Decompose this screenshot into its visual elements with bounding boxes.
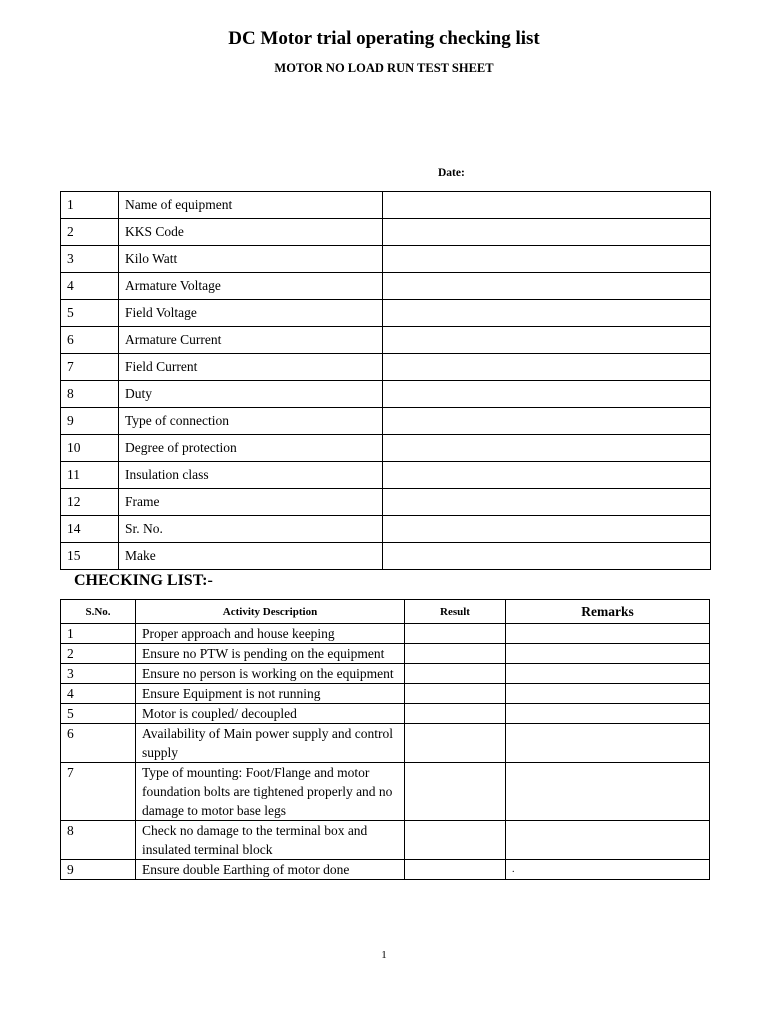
equipment-row-name: Make [119, 543, 383, 570]
equipment-row-value[interactable] [383, 273, 711, 300]
page-number: 1 [381, 949, 387, 961]
equipment-row-number: 3 [61, 246, 119, 273]
equipment-row-number: 5 [61, 300, 119, 327]
checklist-row [61, 684, 710, 704]
checklist-row [61, 724, 710, 763]
checklist-row [61, 664, 710, 684]
equipment-row-name: Armature Current [119, 327, 383, 354]
equipment-row-name: Type of connection [119, 408, 383, 435]
checklist-row [61, 860, 710, 880]
checklist-row-sno: 6 [61, 724, 136, 763]
equipment-row-value[interactable] [383, 354, 711, 381]
equipment-row-value[interactable] [383, 543, 711, 570]
page-subtitle: MOTOR NO LOAD RUN TEST SHEET [274, 61, 494, 75]
checklist-header-row [61, 600, 710, 624]
equipment-row-number: 15 [61, 543, 119, 570]
checklist-row-result[interactable] [405, 821, 506, 860]
equipment-row-value[interactable] [383, 327, 711, 354]
checklist-row-remarks[interactable] [506, 664, 710, 684]
checklist-row-sno: 9 [61, 860, 136, 880]
checklist-row-result[interactable] [405, 724, 506, 763]
header-activity: Activity Description [136, 600, 405, 624]
equipment-row [61, 435, 711, 462]
equipment-row-name: Frame [119, 489, 383, 516]
equipment-row [61, 489, 711, 516]
equipment-table [60, 191, 711, 570]
equipment-row [61, 381, 711, 408]
equipment-row-number: 12 [61, 489, 119, 516]
equipment-row-name: Name of equipment [119, 192, 383, 219]
equipment-row-value[interactable] [383, 219, 711, 246]
checklist-row-sno: 8 [61, 821, 136, 860]
checklist-row-result[interactable] [405, 704, 506, 724]
checklist-row [61, 704, 710, 724]
checklist-row [61, 644, 710, 664]
equipment-row-name: Armature Voltage [119, 273, 383, 300]
equipment-row-number: 10 [61, 435, 119, 462]
equipment-row-number: 8 [61, 381, 119, 408]
equipment-row-name: Field Current [119, 354, 383, 381]
checklist-row-remarks[interactable]: . [506, 860, 710, 880]
header-sno: S.No. [61, 600, 136, 624]
checklist-row [61, 821, 710, 860]
equipment-row [61, 300, 711, 327]
checklist-row [61, 763, 710, 821]
checklist-table [60, 599, 710, 880]
checklist-row-remarks[interactable] [506, 763, 710, 821]
equipment-row [61, 246, 711, 273]
equipment-row-number: 14 [61, 516, 119, 543]
equipment-row-number: 4 [61, 273, 119, 300]
checklist-row-result[interactable] [405, 684, 506, 704]
checklist-row-sno: 5 [61, 704, 136, 724]
equipment-row [61, 219, 711, 246]
equipment-row-name: Insulation class [119, 462, 383, 489]
checklist-row-remarks[interactable] [506, 684, 710, 704]
checklist-row-result[interactable] [405, 664, 506, 684]
checklist-row-result[interactable] [405, 624, 506, 644]
checklist-row-activity: Proper approach and house keeping [136, 624, 405, 644]
checklist-row-activity: Ensure no person is working on the equipment [136, 664, 405, 684]
checklist-row-remarks[interactable] [506, 624, 710, 644]
equipment-row [61, 516, 711, 543]
equipment-row-value[interactable] [383, 408, 711, 435]
equipment-row-number: 11 [61, 462, 119, 489]
equipment-row-name: Field Voltage [119, 300, 383, 327]
equipment-row-number: 7 [61, 354, 119, 381]
equipment-row-number: 2 [61, 219, 119, 246]
checklist-row-remarks[interactable] [506, 644, 710, 664]
checklist-row-activity: Availability of Main power supply and control supply [136, 724, 405, 763]
checklist-row-sno: 7 [61, 763, 136, 821]
checklist-row-activity: Check no damage to the terminal box and insulated terminal block [136, 821, 405, 860]
header-remarks: Remarks [506, 600, 710, 624]
equipment-row [61, 408, 711, 435]
equipment-row [61, 543, 711, 570]
checklist-row-activity: Ensure double Earthing of motor done [136, 860, 405, 880]
equipment-row-value[interactable] [383, 462, 711, 489]
equipment-row [61, 354, 711, 381]
equipment-row-number: 1 [61, 192, 119, 219]
checklist-row-remarks[interactable] [506, 724, 710, 763]
equipment-row-name: Duty [119, 381, 383, 408]
equipment-row-value[interactable] [383, 489, 711, 516]
equipment-row-name: KKS Code [119, 219, 383, 246]
checklist-row-sno: 1 [61, 624, 136, 644]
equipment-row-name: Kilo Watt [119, 246, 383, 273]
checklist-row-result[interactable] [405, 763, 506, 821]
equipment-row-number: 9 [61, 408, 119, 435]
checklist-row-result[interactable] [405, 860, 506, 880]
equipment-row-value[interactable] [383, 300, 711, 327]
checklist-row-sno: 2 [61, 644, 136, 664]
equipment-row-value[interactable] [383, 435, 711, 462]
equipment-row [61, 192, 711, 219]
checklist-row-result[interactable] [405, 644, 506, 664]
equipment-row [61, 462, 711, 489]
equipment-row-name: Sr. No. [119, 516, 383, 543]
equipment-row-value[interactable] [383, 516, 711, 543]
checking-list-heading: CHECKING LIST:- [74, 572, 213, 589]
checklist-row-sno: 4 [61, 684, 136, 704]
checklist-row-remarks[interactable] [506, 704, 710, 724]
checklist-row-activity: Ensure no PTW is pending on the equipment [136, 644, 405, 664]
equipment-row-value[interactable] [383, 192, 711, 219]
equipment-row [61, 273, 711, 300]
page-title: DC Motor trial operating checking list [228, 28, 540, 49]
checklist-row-sno: 3 [61, 664, 136, 684]
date-label: Date: [438, 167, 465, 179]
checklist-row-activity: Type of mounting: Foot/Flange and motor foundation bolts are tightened properly and no damage to motor base legs [136, 763, 405, 821]
checklist-row-remarks[interactable] [506, 821, 710, 860]
header-result: Result [405, 600, 506, 624]
checklist-row-activity: Ensure Equipment is not running [136, 684, 405, 704]
equipment-row [61, 327, 711, 354]
equipment-row-name: Degree of protection [119, 435, 383, 462]
equipment-row-number: 6 [61, 327, 119, 354]
checklist-row-activity: Motor is coupled/ decoupled [136, 704, 405, 724]
equipment-row-value[interactable] [383, 381, 711, 408]
equipment-row-value[interactable] [383, 246, 711, 273]
checklist-row [61, 624, 710, 644]
